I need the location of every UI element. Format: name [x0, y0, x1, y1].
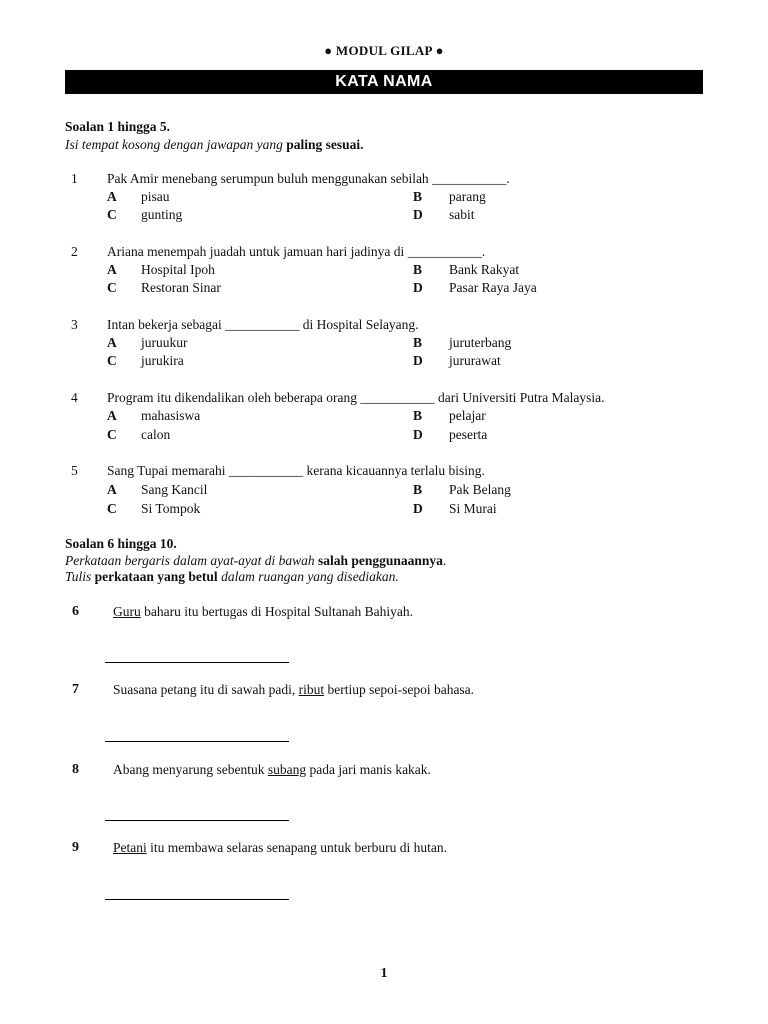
option-text: jururawat: [449, 353, 501, 368]
option-letter: B: [413, 408, 423, 423]
instruction-emphasis: perkataan yang betul: [94, 569, 218, 584]
sentence-text: Abang menyarung sebentuk: [113, 762, 268, 777]
section-b-instruction-1: [65, 553, 446, 569]
option-text: juruterbang: [449, 335, 512, 350]
question-text: Pak Amir menebang serumpun buluh menggunakan sebilah ___________.: [107, 171, 510, 186]
instruction-text: dalam ruangan yang disediakan.: [217, 569, 399, 584]
option-text: gunting: [141, 207, 183, 222]
instruction-text: .: [442, 553, 447, 568]
option-text: pelajar: [449, 408, 486, 423]
option-text: jurukira: [141, 353, 184, 368]
question-text: Program itu dikendalikan oleh beberapa orang ___________ dari Universiti Putra Malaysia.: [107, 390, 605, 405]
question-number: 9: [72, 840, 79, 855]
question-text: Ariana menempah juadah untuk jamuan hari jadinya di ___________.: [107, 244, 486, 259]
option-letter: B: [413, 189, 423, 204]
option-letter: C: [107, 207, 117, 222]
option-text: Si Tompok: [141, 501, 201, 516]
question-number: 1: [71, 171, 78, 186]
option-text: Restoran Sinar: [141, 280, 221, 295]
section-b-title: Soalan 6 hingga 10.: [65, 536, 177, 551]
underlined-word: ribut: [298, 682, 325, 697]
module-title: ● MODUL GILAP ●: [324, 43, 444, 58]
underlined-word: Guru: [113, 604, 141, 619]
option-text: Pasar Raya Jaya: [449, 280, 537, 295]
instruction-text: Perkataan bergaris dalam ayat-ayat di bawah: [65, 553, 318, 568]
question-text: [113, 840, 447, 856]
answer-line[interactable]: [105, 662, 289, 663]
instruction-emphasis: salah penggunaannya: [317, 553, 443, 568]
option-letter: C: [107, 501, 117, 516]
instruction-emphasis: paling sesuai.: [286, 137, 364, 152]
section-a-instruction: [65, 137, 364, 153]
option-text: Bank Rakyat: [449, 262, 520, 277]
option-letter: A: [107, 408, 117, 423]
option-letter: B: [413, 335, 423, 350]
section-b-instruction-2: [65, 569, 399, 585]
option-text: Hospital Ipoh: [141, 262, 215, 277]
option-letter: A: [107, 262, 117, 277]
question-text: [113, 682, 474, 698]
question-number: 4: [71, 390, 78, 405]
sentence-text: itu membawa selaras senapang untuk berburu di hutan.: [146, 840, 448, 855]
option-text: calon: [141, 427, 171, 442]
option-letter: A: [107, 189, 117, 204]
option-letter: B: [413, 262, 423, 277]
option-text: juruukur: [141, 335, 188, 350]
question-number: 3: [71, 317, 78, 332]
question-number: 7: [72, 682, 79, 697]
option-letter: C: [107, 353, 117, 368]
question-text: Intan bekerja sebagai ___________ di Hospital Selayang.: [107, 317, 419, 332]
option-text: sabit: [449, 207, 475, 222]
option-text: pisau: [141, 189, 170, 204]
answer-line[interactable]: [105, 820, 289, 821]
page-number: 1: [380, 966, 388, 981]
option-letter: D: [413, 501, 423, 516]
option-text: Si Murai: [449, 501, 497, 516]
question-text: [113, 762, 431, 778]
sentence-text: pada jari manis kakak.: [306, 762, 431, 777]
page-title-banner: KATA NAMA: [65, 70, 703, 94]
option-letter: D: [413, 353, 423, 368]
option-letter: B: [413, 482, 423, 497]
question-number: 2: [71, 244, 78, 259]
question-number: 8: [72, 762, 79, 777]
option-text: peserta: [449, 427, 488, 442]
option-text: parang: [449, 189, 486, 204]
question-number: 5: [71, 463, 78, 478]
instruction-text: Tulis: [65, 569, 95, 584]
section-a-title: Soalan 1 hingga 5.: [65, 119, 171, 134]
question-number: 6: [72, 604, 79, 619]
sentence-text: bertiup sepoi-sepoi bahasa.: [324, 682, 475, 697]
answer-line[interactable]: [105, 899, 289, 900]
underlined-word: subang: [267, 762, 307, 777]
option-letter: C: [107, 427, 117, 442]
sentence-text: Suasana petang itu di sawah padi,: [113, 682, 299, 697]
answer-line[interactable]: [105, 741, 289, 742]
sentence-text: baharu itu bertugas di Hospital Sultanah Bahiyah.: [140, 604, 413, 619]
option-letter: D: [413, 207, 423, 222]
option-text: mahasiswa: [141, 408, 201, 423]
option-text: Pak Belang: [449, 482, 511, 497]
underlined-word: Petani: [113, 840, 147, 855]
option-text: Sang Kancil: [141, 482, 208, 497]
option-letter: D: [413, 280, 423, 295]
option-letter: A: [107, 335, 117, 350]
option-letter: C: [107, 280, 117, 295]
instruction-text: Isi tempat kosong dengan jawapan yang: [65, 137, 287, 152]
option-letter: D: [413, 427, 423, 442]
question-text: [113, 604, 413, 620]
question-text: Sang Tupai memarahi ___________ kerana kicauannya terlalu bising.: [107, 463, 485, 478]
option-letter: A: [107, 482, 117, 497]
